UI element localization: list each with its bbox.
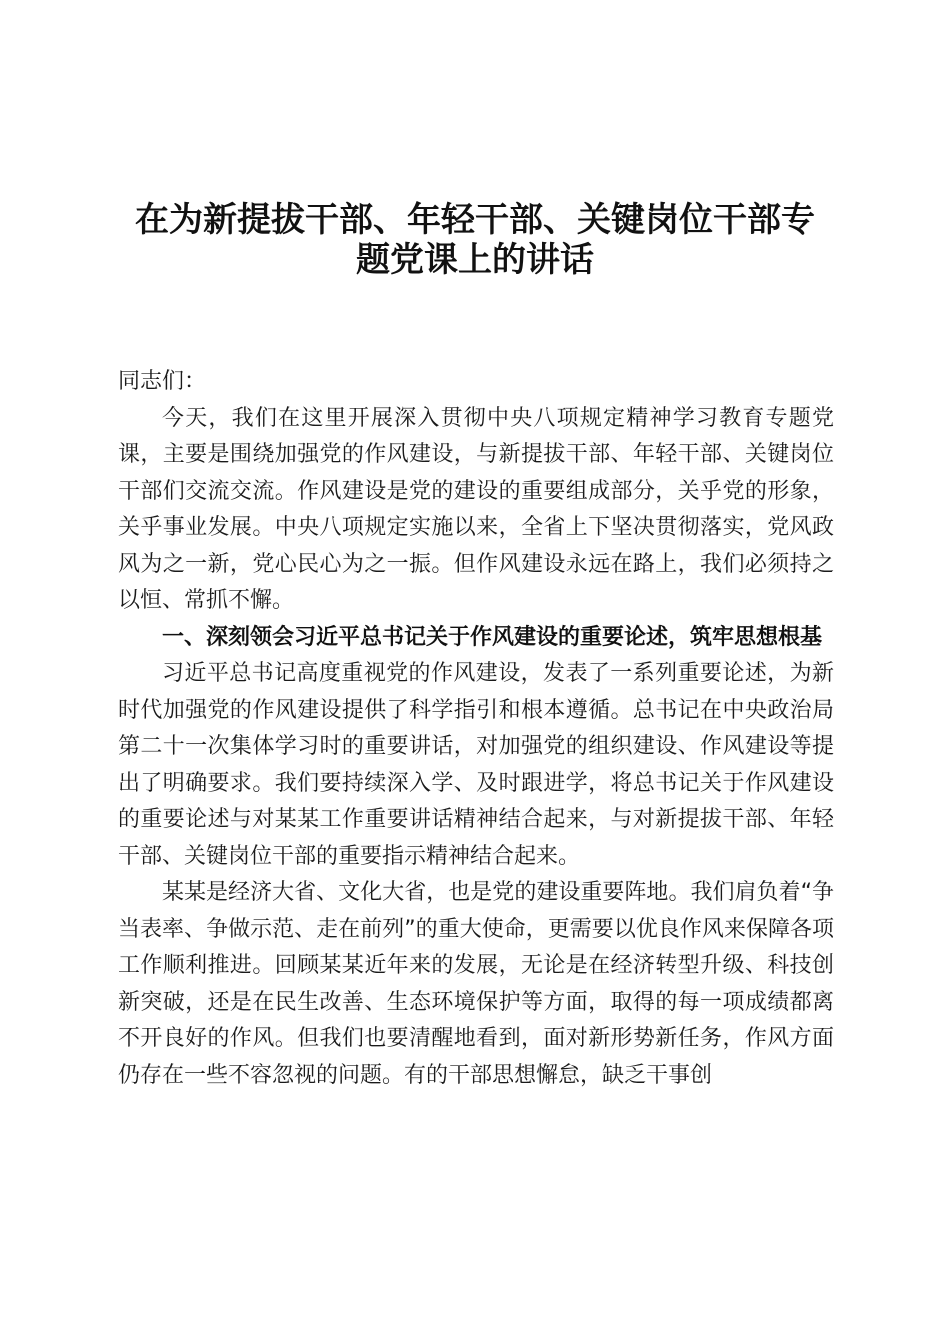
paragraph-intro: 今天，我们在这里开展深入贯彻中央八项规定精神学习教育专题党课，主要是围绕加强党的作风建设，与新提拔干部、年轻干部、关键岗位干部们交流交流。作风建设是党的建设的重要组成部分，关乎党的形象，关乎事业发展。中央八项规定实施以来，全省上下坚决贯彻落实，党风政风为之一新，党心民心为之一振。但作风建设永远在路上，我们必须持之以恒、常抓不懈。: [118, 405, 834, 613]
paragraph-section-1-a: 习近平总书记高度重视党的作风建设，发表了一系列重要论述，为新时代加强党的作风建设提供了科学指引和根本遵循。总书记在中央政治局第二十一次集体学习时的重要讲话，对加强党的组织建设、作风建设等提出了明确要求。我们要持续深入学、及时跟进学，将总书记关于作风建设的重要论述与对某某工作重要讲话精神结合起来，与对新提拔干部、年轻干部、关键岗位干部的重要指示精神结合起来。: [118, 661, 834, 869]
document-body: [118, 364, 834, 1094]
salutation: 同志们：: [118, 369, 207, 394]
paragraph-section-1-b: 某某是经济大省、文化大省，也是党的建设重要阵地。我们肩负着“争当表率、争做示范、走在前列”的重大使命，更需要以优良作风来保障各项工作顺利推进。回顾某某近年来的发展，无论是在经济转型升级、科技创新突破，还是在民生改善、生态环境保护等方面，取得的每一项成绩都离不开良好的作风。但我们也要清醒地看到，面对新形势新任务，作风方面仍存在一些不容忽视的问题。有的干部思想懈怠，缺乏干事创: [118, 880, 834, 1088]
section-heading-1: 一、深刻领会习近平总书记关于作风建设的重要论述，筑牢思想根基: [162, 624, 823, 650]
document-title-line-2: 题党课上的讲话: [356, 240, 594, 280]
document-title-line-1: 在为新提拔干部、年轻干部、关键岗位干部专: [135, 200, 815, 240]
